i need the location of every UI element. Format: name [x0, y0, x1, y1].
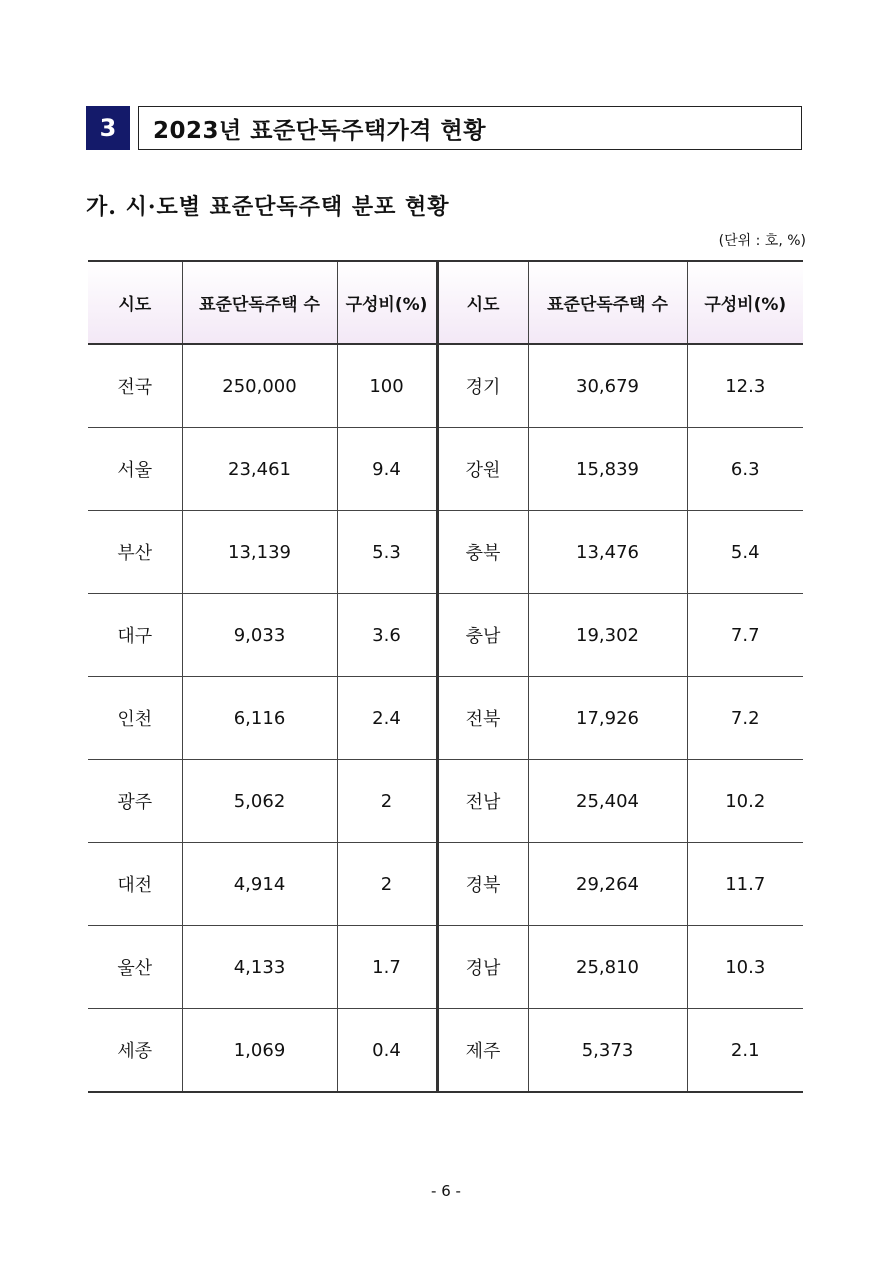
table-row	[88, 1009, 803, 1093]
table-row	[88, 511, 803, 594]
table-row	[88, 344, 803, 428]
count-cell: 13,139	[182, 511, 337, 594]
count-cell: 17,926	[528, 677, 687, 760]
region-cell: 인천	[88, 677, 182, 760]
table-row	[88, 428, 803, 511]
page-number: - 6 -	[431, 1182, 461, 1200]
table-header-row	[88, 261, 803, 344]
count-cell: 4,914	[182, 843, 337, 926]
region-cell: 경남	[437, 926, 528, 1009]
header-ratio-left: 구성비(%)	[337, 261, 437, 344]
ratio-cell: 11.7	[687, 843, 803, 926]
count-cell: 1,069	[182, 1009, 337, 1093]
count-cell: 23,461	[182, 428, 337, 511]
unit-note: (단위 : 호, %)	[718, 233, 806, 249]
ratio-cell: 5.4	[687, 511, 803, 594]
ratio-cell: 100	[337, 344, 437, 428]
header-ratio-right: 구성비(%)	[687, 261, 803, 344]
region-cell: 강원	[437, 428, 528, 511]
table-row	[88, 760, 803, 843]
count-cell: 6,116	[182, 677, 337, 760]
ratio-cell: 9.4	[337, 428, 437, 511]
region-cell: 대구	[88, 594, 182, 677]
ratio-cell: 2.1	[687, 1009, 803, 1093]
ratio-cell: 2	[337, 760, 437, 843]
region-cell: 세종	[88, 1009, 182, 1093]
table-row	[88, 594, 803, 677]
region-cell: 전남	[437, 760, 528, 843]
count-cell: 19,302	[528, 594, 687, 677]
ratio-cell: 0.4	[337, 1009, 437, 1093]
section-number: 3	[86, 106, 130, 150]
count-cell: 5,373	[528, 1009, 687, 1093]
table-row	[88, 926, 803, 1009]
ratio-cell: 7.7	[687, 594, 803, 677]
ratio-cell: 2.4	[337, 677, 437, 760]
region-cell: 경기	[437, 344, 528, 428]
ratio-cell: 12.3	[687, 344, 803, 428]
ratio-cell: 6.3	[687, 428, 803, 511]
header-count-left: 표준단독주택 수	[182, 261, 337, 344]
ratio-cell: 3.6	[337, 594, 437, 677]
region-cell: 전국	[88, 344, 182, 428]
ratio-cell: 7.2	[687, 677, 803, 760]
region-cell: 충북	[437, 511, 528, 594]
header-region-right: 시도	[437, 261, 528, 344]
count-cell: 9,033	[182, 594, 337, 677]
region-cell: 부산	[88, 511, 182, 594]
region-cell: 전북	[437, 677, 528, 760]
ratio-cell: 5.3	[337, 511, 437, 594]
table-row	[88, 843, 803, 926]
region-cell: 제주	[437, 1009, 528, 1093]
section-title: 2023년 표준단독주택가격 현황	[138, 106, 802, 150]
region-cell: 대전	[88, 843, 182, 926]
count-cell: 5,062	[182, 760, 337, 843]
header-count-right: 표준단독주택 수	[528, 261, 687, 344]
region-cell: 서울	[88, 428, 182, 511]
count-cell: 30,679	[528, 344, 687, 428]
count-cell: 25,810	[528, 926, 687, 1009]
ratio-cell: 10.3	[687, 926, 803, 1009]
section-header	[86, 106, 802, 150]
count-cell: 250,000	[182, 344, 337, 428]
count-cell: 13,476	[528, 511, 687, 594]
ratio-cell: 2	[337, 843, 437, 926]
count-cell: 29,264	[528, 843, 687, 926]
ratio-cell: 1.7	[337, 926, 437, 1009]
region-cell: 광주	[88, 760, 182, 843]
count-cell: 25,404	[528, 760, 687, 843]
region-cell: 울산	[88, 926, 182, 1009]
table-row	[88, 677, 803, 760]
region-cell: 충남	[437, 594, 528, 677]
region-cell: 경북	[437, 843, 528, 926]
header-region-left: 시도	[88, 261, 182, 344]
subheading: 가. 시·도별 표준단독주택 분포 현황	[86, 194, 450, 220]
count-cell: 4,133	[182, 926, 337, 1009]
ratio-cell: 10.2	[687, 760, 803, 843]
count-cell: 15,839	[528, 428, 687, 511]
distribution-table	[88, 260, 803, 1093]
